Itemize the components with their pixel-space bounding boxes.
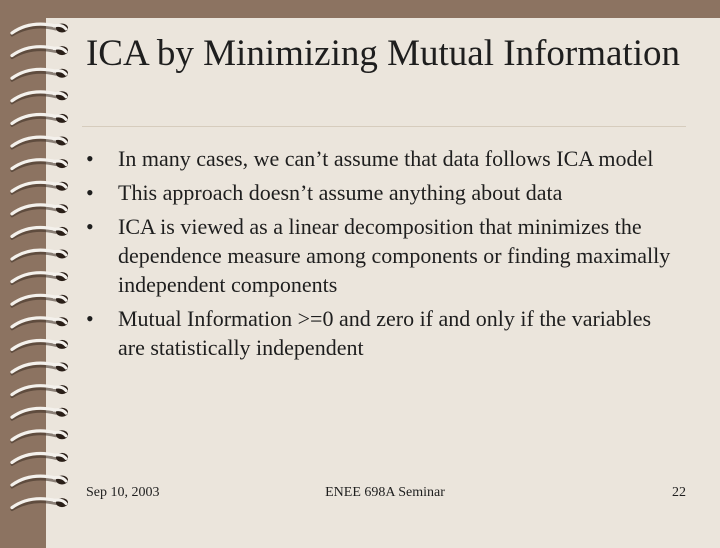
footer-title: ENEE 698A Seminar (325, 485, 445, 500)
bullet-marker: • (86, 180, 94, 205)
bullet-marker: • (86, 306, 94, 331)
slide-number: 22 (672, 485, 686, 500)
binding-ring (12, 69, 68, 81)
binding-ring (12, 114, 68, 126)
title-divider (82, 126, 686, 127)
binding-ring (12, 317, 68, 329)
binding-ring (12, 498, 68, 510)
bullet-text: Mutual Information >=0 and zero if and only if the variables are statistically independent (118, 306, 652, 360)
binding-ring (12, 24, 68, 36)
binding-ring (12, 204, 68, 216)
binding-ring (12, 137, 68, 149)
bullet-text: In many cases, we can’t assume that data follows ICA model (118, 146, 654, 171)
bullet-item (86, 212, 676, 299)
bullet-marker: • (86, 214, 94, 239)
spiral-binding-icon (6, 0, 86, 540)
binding-ring (12, 295, 68, 307)
bullet-text: ICA is viewed as a linear decomposition that minimizes the dependence measure among components or finding maximally independent components (118, 214, 671, 297)
bullet-text: This approach doesn’t assume anything about data (118, 180, 563, 205)
bullet-marker: • (86, 146, 94, 171)
binding-ring (12, 227, 68, 239)
binding-ring (12, 46, 68, 58)
binding-ring (12, 408, 68, 420)
binding-ring (12, 340, 68, 352)
footer-date: Sep 10, 2003 (86, 485, 160, 500)
binding-ring (12, 385, 68, 397)
binding-ring (12, 363, 68, 375)
slide-title: ICA by Minimizing Mutual Information (85, 33, 680, 74)
binding-ring (12, 91, 68, 103)
bullet-item (86, 178, 676, 207)
binding-ring (12, 159, 68, 171)
binding-ring (12, 272, 68, 284)
binding-ring (12, 476, 68, 488)
binding-ring (12, 430, 68, 442)
bullet-item (86, 304, 676, 362)
binding-ring (12, 453, 68, 465)
binding-ring (12, 182, 68, 194)
bullet-item (86, 144, 676, 173)
binding-ring (12, 250, 68, 262)
bullet-list (86, 144, 676, 367)
